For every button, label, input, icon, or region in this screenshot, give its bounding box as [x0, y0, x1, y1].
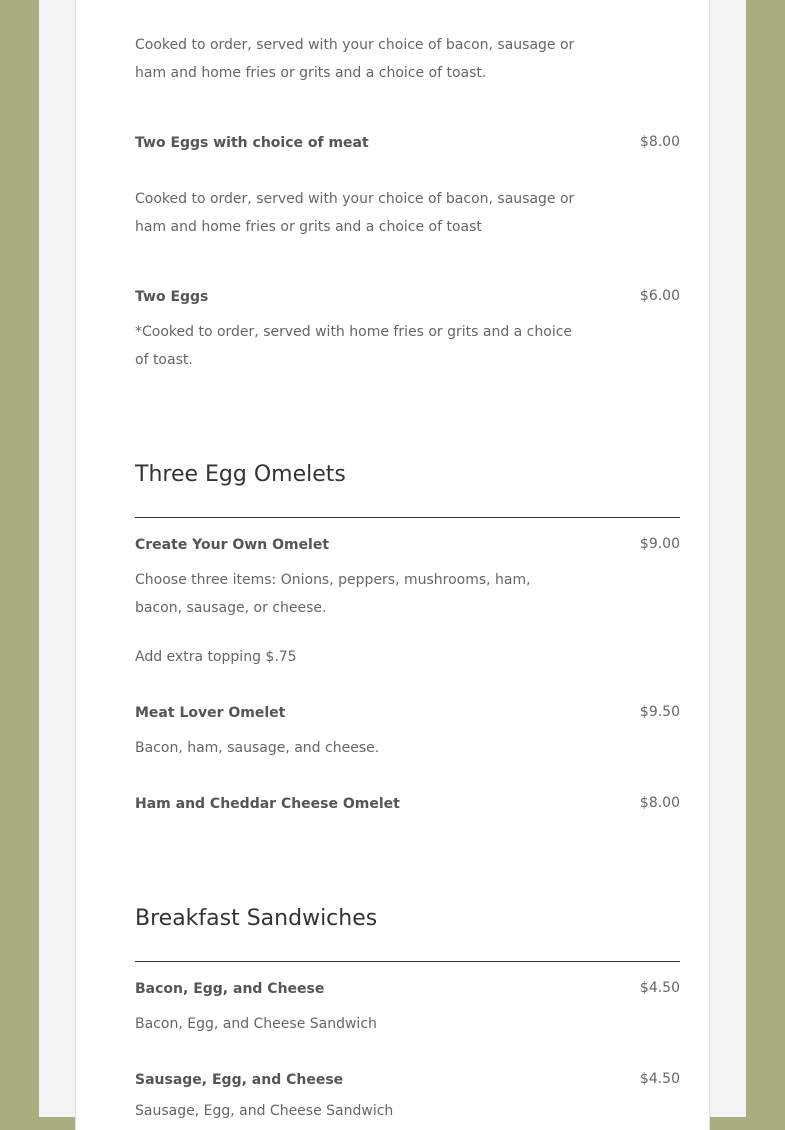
sausage-sandwich-description: Sausage, Egg, and Cheese Sandwich [135, 1103, 394, 1119]
meat-lover-omelet-description: Bacon, ham, sausage, and cheese. [135, 740, 380, 756]
two-eggs-meat-description: Cooked to order, served with your choice of bacon, sausage or ham and home fries or grits and a choice of toast [135, 191, 575, 235]
page-background [39, 0, 746, 1117]
section-divider-sandwiches [135, 961, 680, 962]
meat-lover-omelet-price: $9.50 [639, 704, 680, 720]
two-eggs-meat-name: Two Eggs with choice of meat [135, 135, 369, 151]
two-eggs-price: $6.00 [639, 288, 680, 304]
meat-lover-omelet-name: Meat Lover Omelet [135, 705, 286, 721]
menu-card [75, 0, 710, 1130]
two-eggs-name: Two Eggs [135, 289, 209, 305]
bacon-sandwich-name: Bacon, Egg, and Cheese [135, 981, 325, 997]
top-item-description: Cooked to order, served with your choice of bacon, sausage or ham and home fries or grits and a choice of toast. [135, 37, 575, 81]
sausage-sandwich-name: Sausage, Egg, and Cheese [135, 1072, 344, 1088]
two-eggs-description: *Cooked to order, served with home fries or grits and a choice of toast. [135, 324, 573, 368]
create-omelet-description: Choose three items: Onions, peppers, mushrooms, ham, bacon, sausage, or cheese. [135, 572, 531, 616]
bacon-sandwich-description: Bacon, Egg, and Cheese Sandwich [135, 1016, 377, 1032]
create-omelet-price: $9.00 [639, 536, 680, 552]
create-omelet-extra: Add extra topping $.75 [135, 649, 297, 665]
ham-cheddar-omelet-price: $8.00 [639, 795, 680, 811]
two-eggs-meat-price: $8.00 [639, 134, 680, 150]
section-divider-omelets [135, 517, 680, 518]
sausage-sandwich-price: $4.50 [639, 1071, 680, 1087]
bacon-sandwich-price: $4.50 [639, 980, 680, 996]
section-title-omelets: Three Egg Omelets [135, 462, 346, 487]
ham-cheddar-omelet-name: Ham and Cheddar Cheese Omelet [135, 796, 400, 812]
section-title-sandwiches: Breakfast Sandwiches [135, 906, 378, 931]
create-omelet-name: Create Your Own Omelet [135, 537, 330, 553]
